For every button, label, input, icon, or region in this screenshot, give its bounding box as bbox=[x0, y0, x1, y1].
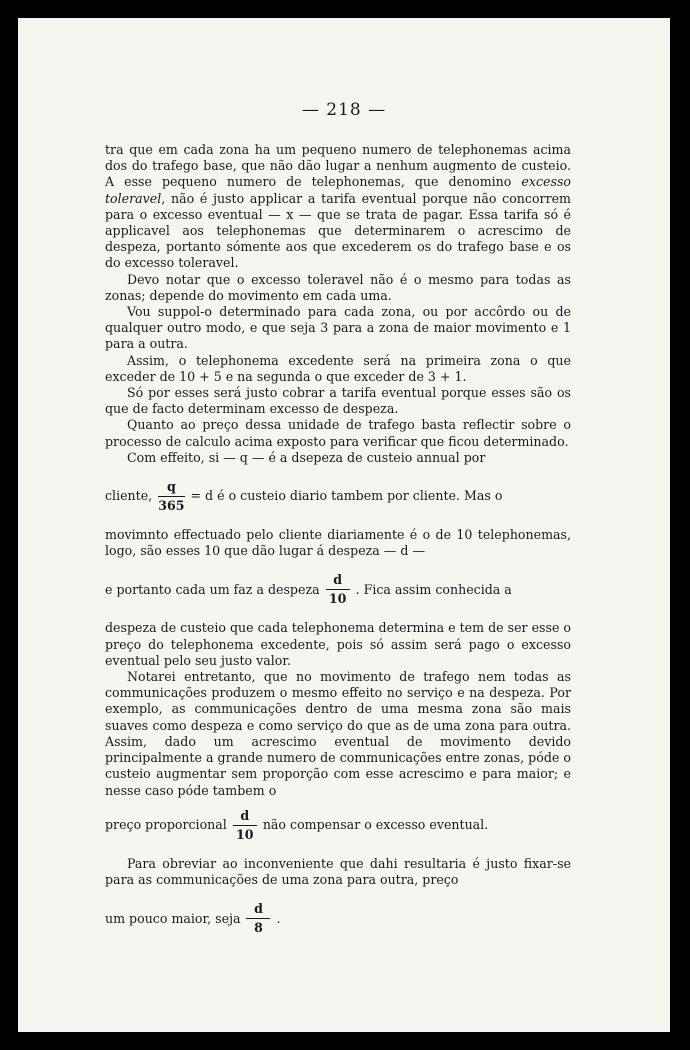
formula-pre: um pouco maior, seja bbox=[105, 910, 241, 926]
formula-pre: e portanto cada um faz a despeza bbox=[105, 581, 320, 597]
fraction bbox=[158, 480, 184, 513]
formula-post: . bbox=[276, 910, 281, 926]
formula-pre: preço proporcional bbox=[105, 817, 227, 833]
fraction-denominator: 10 bbox=[236, 826, 254, 842]
formula-line bbox=[105, 480, 571, 513]
formula-post: não compensar o excesso eventual. bbox=[262, 817, 489, 833]
fraction-denominator: 8 bbox=[254, 920, 263, 936]
fraction-numerator: d bbox=[254, 901, 263, 917]
text-run: , não é justo applicar a tarifa eventual porque não concorrem para o excesso eventual — x — que se trata de pagar. Essa tarifa só é applicavel aos telephonemas que determinarem o acrescimo de despeza, portanto sómente aos que excederem os do trafego base e os do excesso toleravel. bbox=[105, 190, 571, 271]
fraction-bar bbox=[326, 589, 350, 590]
fraction-denominator: 10 bbox=[328, 591, 347, 607]
formula-pre: cliente, bbox=[105, 488, 153, 504]
fraction-numerator: q bbox=[166, 479, 176, 495]
fraction-bar bbox=[158, 496, 184, 497]
formula-line bbox=[105, 809, 571, 842]
document-page bbox=[18, 18, 670, 1032]
formula-line bbox=[105, 902, 571, 935]
paragraph: Quanto ao preço dessa unidade de trafego basta reflectir sobre o processo de calculo acima exposto para verificar que ficou determinado. bbox=[105, 417, 571, 449]
paragraph: Vou suppol-o determinado para cada zona, ou por accôrdo ou de qualquer outro modo, e que seja 3 para a zona de maior movimento e 1 para a outra. bbox=[105, 304, 571, 352]
paragraph: Devo notar que o excesso toleravel não é o mesmo para todas as zonas; depende do movimento em cada uma. bbox=[105, 271, 571, 303]
formula-line bbox=[105, 573, 571, 606]
paragraph: Só por esses será justo cobrar a tarifa eventual porque esses são os que de facto determinam excesso de despeza. bbox=[105, 385, 571, 417]
page-body bbox=[105, 142, 571, 935]
fraction bbox=[246, 902, 270, 935]
paragraph: despeza de custeio que cada telephonema determina e tem de ser esse o preço do telephonema excedente, pois só assim será pago o excesso eventual pelo seu justo valor. bbox=[105, 620, 571, 668]
fraction bbox=[326, 573, 350, 606]
paragraph: Para obreviar ao inconveniente que dahi resultaria é justo fixar-se para as communicações de uma zona para outra, preço bbox=[105, 855, 571, 887]
fraction bbox=[233, 809, 257, 842]
fraction-numerator: d bbox=[333, 572, 342, 588]
paragraph bbox=[105, 142, 571, 272]
fraction-denominator: 365 bbox=[158, 498, 185, 514]
text-run: tra que em cada zona ha um pequeno numero de telephonemas acima dos do trafego base, que não dão lugar a nenhum augmento de custeio. A esse pequeno numero de telephonemas, que denomino bbox=[105, 142, 571, 190]
formula-post: = d é o custeio diario tambem por cliente. Mas o bbox=[190, 488, 503, 504]
paragraph: Notarei entretanto, que no movimento de trafego nem todas as communicações produzem o mesmo effeito no serviço e na despeza. Por exemplo, as communicações dentro de uma mesma zona são mais suaves como despeza e como serviço do que as de uma zona para outra. Assim, dado um acrescimo eventual de movimento devido principalmente a grande numero de communicações entre zonas, póde o custeio augmentar sem proporção com esse acrescimo e para maior; e nesse caso póde tambem o bbox=[105, 669, 571, 798]
paragraph: movimnto effectuado pelo cliente diariamente é o de 10 telephonemas, logo, são esses 10 que dão lugar á despeza — d — bbox=[105, 527, 571, 559]
fraction-bar bbox=[246, 918, 270, 919]
italic-term: excesso toleravel bbox=[105, 174, 571, 206]
paragraph: Com effeito, si — q — é a dsepeza de custeio annual por bbox=[127, 449, 486, 465]
fraction-numerator: d bbox=[240, 807, 250, 823]
page-number: — 218 — bbox=[301, 100, 387, 120]
formula-post: . Fica assim conhecida a bbox=[355, 581, 512, 597]
paragraph: Assim, o telephonema excedente será na primeira zona o que exceder de 10 + 5 e na segunda o que exceder de 3 + 1. bbox=[105, 352, 571, 384]
fraction-bar bbox=[233, 825, 257, 826]
